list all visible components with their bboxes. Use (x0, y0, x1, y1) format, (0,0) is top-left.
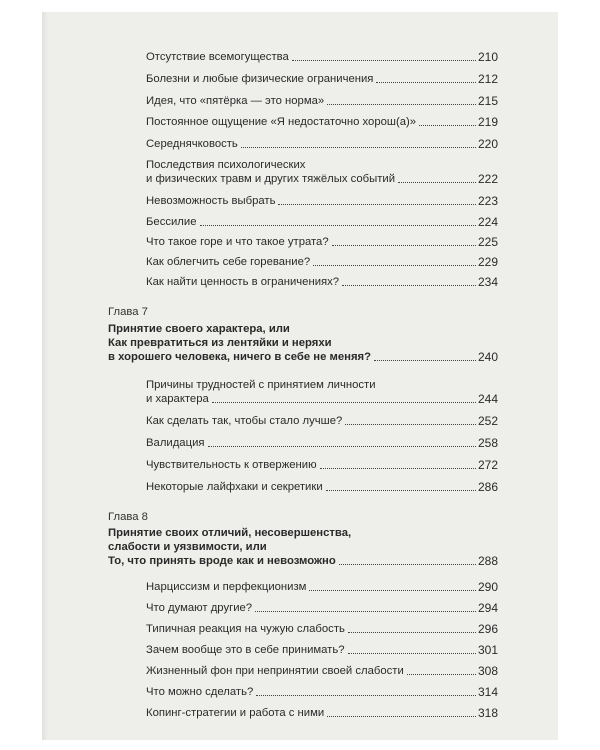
toc-entry (146, 235, 498, 249)
page-spine-shadow (42, 12, 48, 740)
toc-entry-title: Как сделать так, чтобы стало лучше? (146, 415, 343, 427)
toc-page-number: 229 (477, 255, 498, 269)
dot-leader (398, 182, 476, 183)
toc-entry-title: Что можно сделать? (146, 686, 254, 698)
toc-entry-title: Невозможность выбрать (146, 195, 276, 207)
dot-leader (342, 285, 476, 286)
toc-page-number: 286 (477, 480, 498, 494)
toc-entry (146, 480, 498, 494)
toc-page-number: 294 (477, 601, 498, 615)
dot-leader (278, 204, 476, 205)
toc-entry-title: Жизненный фон при непринятии своей слабости (146, 665, 404, 677)
dot-leader (345, 424, 476, 425)
dot-leader (339, 564, 476, 565)
toc-entry-title: Постоянное ощущение «Я недостаточно хорош(а)» (146, 116, 417, 128)
dot-leader (292, 60, 476, 61)
toc-page-number: 210 (477, 50, 498, 64)
toc-entry-title: Типичная реакция на чужую слабость (146, 623, 345, 635)
toc-page-number: 223 (477, 194, 498, 208)
dot-leader (200, 225, 476, 226)
dot-leader (241, 147, 476, 148)
toc-page-number: 290 (477, 580, 498, 594)
chapter-label: Глава 7 (108, 306, 148, 318)
toc-entry (146, 94, 498, 108)
toc-entry-title: Отсутствие всемогущества (146, 51, 289, 63)
toc-entry (146, 458, 498, 472)
toc-entry-title: Чувствительность к отвержению (146, 459, 317, 471)
toc-entry-title: Что такое горе и что такое утрата? (146, 236, 329, 248)
dot-leader (407, 674, 476, 675)
dot-leader (309, 590, 476, 591)
toc-entry-title: Копинг-стратегии и работа с ними (146, 707, 325, 719)
toc-entry-title: Как найти ценность в ограничениях? (146, 276, 340, 288)
toc-entry (146, 643, 498, 657)
dot-leader (348, 653, 476, 654)
toc-page-number: 240 (477, 350, 498, 364)
toc-page-number: 224 (477, 215, 498, 229)
toc-page-number: 220 (477, 137, 498, 151)
toc-entry-title: Нарциссизм и перфекционизм (146, 581, 307, 593)
toc-page-number: 215 (477, 94, 498, 108)
dot-leader (313, 265, 476, 266)
toc-entry-title-line: и характера (146, 393, 209, 405)
toc-page-number: 234 (477, 275, 498, 289)
dot-leader (374, 360, 476, 361)
dot-leader (332, 245, 476, 246)
toc-entry-title: Некоторые лайфхаки и секретики (146, 481, 323, 493)
toc-entry (146, 622, 498, 636)
toc-entry (146, 664, 498, 678)
dot-leader (255, 611, 476, 612)
chapter-heading (108, 526, 498, 568)
toc-entry (146, 255, 498, 269)
dot-leader (212, 402, 476, 403)
chapter-title-line: То, что принять вроде как и невозможно (108, 555, 336, 567)
dot-leader (376, 82, 476, 83)
toc-entry (146, 414, 498, 428)
toc-page-number: 222 (477, 172, 498, 186)
toc-entry-title-line: Причины трудностей с принятием личности (146, 379, 376, 391)
toc-entry (146, 436, 498, 450)
toc-entry (146, 706, 498, 720)
toc-entry (146, 215, 498, 229)
toc-entry (146, 601, 498, 615)
toc-entry-title: Что думают другие? (146, 602, 253, 614)
toc-entry-title: Бессилие (146, 216, 197, 228)
toc-entry (146, 275, 498, 289)
toc-page-number: 244 (477, 392, 498, 406)
toc-entry (146, 194, 498, 208)
toc-entry-title: Зачем вообще это в себе принимать? (146, 644, 345, 656)
toc-entry (146, 72, 498, 86)
toc-page-number: 225 (477, 235, 498, 249)
toc-page-number: 318 (477, 706, 498, 720)
chapter-title-line: Как превратиться из лентяйки и неряхи (108, 337, 332, 349)
toc-page-number: 301 (477, 643, 498, 657)
dot-leader (320, 468, 476, 469)
toc-entry (146, 50, 498, 64)
toc-entry-title-line: и физических травм и других тяжёлых событий (146, 173, 396, 185)
dot-leader (326, 490, 476, 491)
chapter-title-line: слабости и уязвимости, или (108, 541, 267, 553)
toc-entry-title: Середнячковость (146, 138, 238, 150)
toc-entry-title: Валидация (146, 437, 205, 449)
toc-page-number: 258 (477, 436, 498, 450)
toc-entry (146, 158, 498, 186)
toc-entry (146, 580, 498, 594)
toc-page-number: 308 (477, 664, 498, 678)
toc-page-number: 272 (477, 458, 498, 472)
chapter-label: Глава 8 (108, 511, 148, 523)
dot-leader (208, 446, 476, 447)
toc-entry (146, 685, 498, 699)
toc-entry (146, 137, 498, 151)
chapter-title-line: Принятие своих отличий, несовершенства, (108, 527, 352, 539)
toc-entry (146, 115, 498, 129)
dot-leader (327, 716, 476, 717)
toc-entry-title: Идея, что «пятёрка — это норма» (146, 95, 325, 107)
dot-leader (327, 104, 476, 105)
toc-page-number: 296 (477, 622, 498, 636)
toc-page-number: 314 (477, 685, 498, 699)
toc-page-number: 219 (477, 115, 498, 129)
toc-entry-title-line: Последствия психологических (146, 159, 306, 171)
chapter-heading (108, 322, 498, 364)
toc-entry-title: Болезни и любые физические ограничения (146, 73, 374, 85)
toc-entry (146, 378, 498, 406)
chapter-title-line: Принятие своего характера, или (108, 323, 290, 335)
toc-page-number: 288 (477, 554, 498, 568)
chapter-title-line: в хорошего человека, ничего в себе не меняя? (108, 351, 372, 363)
toc-entry-title: Как облегчить себе горевание? (146, 256, 311, 268)
dot-leader (256, 695, 476, 696)
toc-page-number: 212 (477, 72, 498, 86)
toc-page-number: 252 (477, 414, 498, 428)
dot-leader (348, 632, 476, 633)
dot-leader (419, 125, 476, 126)
